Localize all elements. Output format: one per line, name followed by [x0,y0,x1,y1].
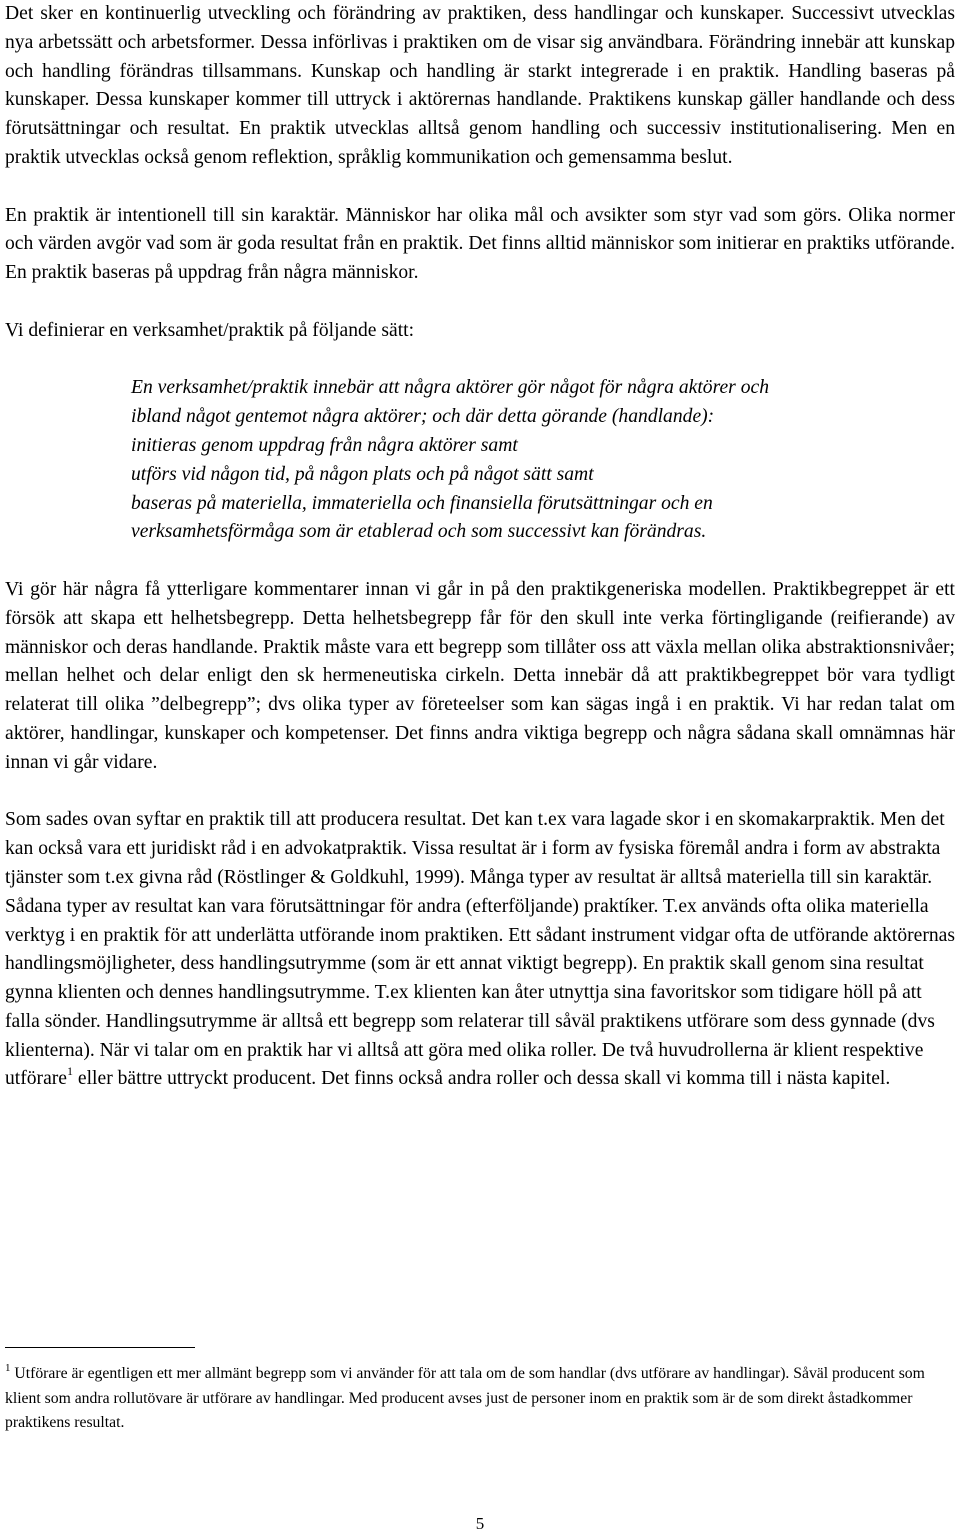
page-number: 5 [475,1514,485,1533]
paragraph-results [5,806,955,1094]
paragraph-definition-intro: Vi definierar en verksamhet/praktik på följande sätt: [5,319,415,341]
paragraph-results-text: Som sades ovan syftar en praktik till att producera resultat. Det kan t.ex vara lagade skor i en skomakarpraktik. Men det kan också vara ett juridiskt råd i en advokatpraktik. Vissa resultat är i form av fysiska föremål andra i form av abstrakta tjänster som t.ex givna råd (Röstlinger & Goldkuhl, 1999). Många typer av resultat är alltså materiella till sin karaktär. Sådana typer av resultat kan vara förutsättningar för andra (efterföljande) praktíker. T.ex används ofta olika materiella verktyg i en praktik för att underlätta utförande inom praktiken. Ett sådant instrument vidgar ofta de utförande aktörernas handlingsmöjligheter, dess handlingsutrymme (som är ett annat viktigt begrepp). En praktik skall genom sina resultat gynna klienten och dennes handlingsutrymme. T.ex klienten kan åter utnyttja sina favoritskor som tidigare höll på att falla sönder. Handlingsutrymme är alltså ett begrepp som relaterar till såväl praktikens utförare som dess gynnade (dvs klienterna). När vi talar om en praktik har vi alltså att göra med olika roller. De två huvudrollerna är klient respektive utförare [5,809,955,1090]
definition-line: baseras på materiella, immateriella och finansiella förutsättningar och en [131,492,713,514]
definition-line: verksamhetsförmåga som är etablerad och som successivt kan förändras. [131,521,707,543]
footnote-marker: 1 [5,1361,11,1374]
paragraph-comments: Vi gör här några få ytterligare kommentarer innan vi går in på den praktikgeneriska modellen. Praktikbegreppet är ett försök att skapa ett helhetsbegrepp. Detta helhetsbegrepp får för den skull inte verka förtingligande (reifierande) av människor och deras handlande. Praktik måste vara ett begrepp som tillåter oss att växla mellan olika abstraktionsnivåer; mellan helhet och delar enligt den sk hermeneutiska cirkeln. Detta innebär då att praktikbegreppet bör vara tydligt relaterat till olika ”delbegrepp”; dvs olika typer av företeelser som kan sägas ingå i en praktik. Vi har redan talat om aktörer, handlingar, kunskaper och kompetenser. Det finns andra viktiga begrepp och några sådana skall omnämnas här innan vi går vidare. [5,578,955,773]
definition-line: utförs vid någon tid, på någon plats och på något sätt samt [131,463,594,485]
definition-block [131,374,955,547]
paragraph-results-text-end: eller bättre uttryckt producent. Det finns också andra roller och dessa skall vi komma till i nästa kapitel. [73,1068,891,1090]
paragraph-practice-development: Det sker en kontinuerlig utveckling och förändring av praktiken, dess handlingar och kunskaper. Successivt utvecklas nya arbetssätt och arbetsformer. Dessa införlivas i praktiken om de visar sig användbara. Förändring innebär att kunskap och handling förändras tillsammans. Kunskap och handling är starkt integrerade i en praktik. Handling baseras på kunskaper. Dessa kunskaper kommer till uttryck i aktörernas handlande. Praktikens kunskap gäller handlande och dess förutsättningar och resultat. En praktik utvecklas alltså genom handling och successiv institutionalisering. Men en praktik utvecklas också genom reflektion, språklig kommunikation och gemensamma beslut. [5,3,955,168]
paragraph-intentional-practice: En praktik är intentionell till sin karaktär. Människor har olika mål och avsikter som styr vad som görs. Olika normer och värden avgör vad som är goda resultat från en praktik. Det finns alltid människor som initierar en praktiks utförande. En praktik baseras på uppdrag från några människor. [5,204,955,284]
definition-line: En verksamhet/praktik innebär att några aktörer gör något för några aktörer och [131,377,769,399]
definition-line: initieras genom uppdrag från några aktörer samt [131,434,518,456]
footnote-separator [5,1347,195,1348]
definition-line: ibland något gentemot några aktörer; och där detta görande (handlande): [131,406,715,428]
footnote [5,1362,951,1436]
footnote-text: Utförare är egentligen ett mer allmänt begrepp som vi använder för att tala om de som handlar (dvs utförare av handlingar). Såväl producent som klient som andra rollutövare är utförare av handlingar. Med producent avses just de personer inom en praktik som är de som direkt åstadkommer praktikens resultat. [5,1365,925,1432]
document-page [5,0,955,1094]
footnote-reference[interactable]: 1 [67,1063,74,1078]
